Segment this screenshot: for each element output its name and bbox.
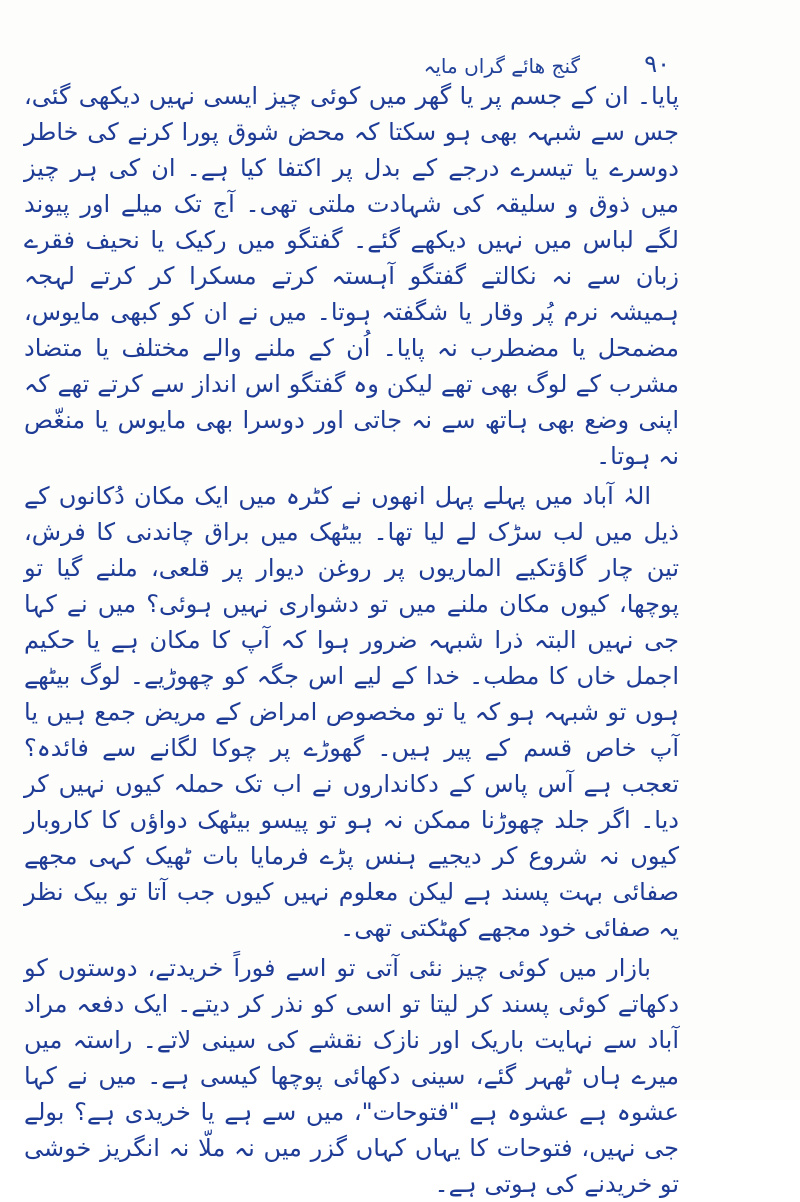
running-title: گنج ھائے گراں مایہ bbox=[423, 54, 580, 78]
page-number: ٩٠ bbox=[644, 50, 670, 78]
paragraph-2: الہٰ آباد میں پہلے پہل انھوں نے کٹرہ میں ایک مکان دُکانوں کے ذیل میں لب سڑک لے لیا تھا۔ بیٹھک میں براق چاندنی کا فرش، تین چار گاؤتکیے الماریوں پر روغن دیوار پر قلعی، ملنے گیا تو پوچھا، کیوں مکان ملنے میں تو دشواری نہیں ہوئی؟ میں نے کہا جی نہیں البتہ ذرا شبہہ ضرور ہوا کہ آپ کا مکان ہے یا حکیم اجمل خاں کا مطب۔ خدا کے لیے اس جگہ کو چھوڑیے۔ لوگ بیٹھے ہوں تو شبہہ ہو کہ یا تو مخصوص امراض کے مریض جمع ہیں یا آپ خاص قسم کے پیر ہیں۔ گھوڑے پر چوکا لگانے سے فائدہ؟ تعجب ہے آس پاس کے دکانداروں نے اب تک حملہ کیوں نہیں کر دیا۔ اگر جلد چھوڑنا ممکن نہ ہو تو پیسو بیٹھک دواؤں کا کاروبار کیوں نہ شروع کر دیجیے ہنس پڑے فرمایا بات ٹھیک کہی مجھے صفائی بہت پسند ہے لیکن معلوم نہیں کیوں جب آتا تو بیک نظر یہ صفائی خود مجھے کھٹکتی تھی۔ bbox=[24, 482, 680, 942]
main-text bbox=[24, 78, 679, 1202]
paragraph-3: بازار میں کوئی چیز نئی آتی تو اسے فوراً خریدتے، دوستوں کو دکھاتے کوئی پسند کر لیتا تو اسی کو نذر کر دیتے۔ ایک دفعہ مراد آباد سے نہایت باریک اور نازک نقشے کی سینی لاتے۔ راستہ میں میرے ہاں ٹھہر گئے، سینی دکھائی پوچھا کیسی ہے۔ میں نے کہا عشوہ ہے عشوہ ہے "فتوحات"، میں سے ہے یا خریدی ہے؟ بولے جی نہیں، فتوحات کا یہاں کہاں گزر میں نہ ملّا نہ انگریز خوشی تو خریدنے کی ہوتی ہے۔ bbox=[24, 954, 679, 1198]
paragraph-1: پایا۔ ان کے جسم پر یا گھر میں کوئی چیز ایسی نہیں دیکھی گئی، جس سے شبہہ بھی ہو سکتا کہ محض شوق پورا کرنے کی خاطر دوسرے یا تیسرے درجے کے بدل پر اکتفا کیا ہے۔ ان کی ہر چیز میں ذوق و سلیقہ کی شہادت ملتی تھی۔ آج تک میلے اور پیوند لگے لباس میں نہیں دیکھے گئے۔ گفتگو میں رکیک یا نحیف فقرے زبان سے نہ نکالتے گفتگو آہستہ کرتے مسکرا کر کرتے لہجہ ہمیشہ نرم پُر وقار یا شگفتہ ہوتا۔ میں نے ان کو کبھی مایوس، مضمحل یا مضطرب نہ پایا۔ اُن کے ملنے والے مختلف یا متضاد مشرب کے لوگ بھی تھے لیکن وہ گفتگو اس انداز سے کرتے تھے کہ اپنی وضع بھی ہاتھ سے نہ جاتی اور دوسرا بھی مایوس یا منغّص نہ ہوتا۔ bbox=[24, 82, 679, 470]
page-header bbox=[230, 42, 670, 82]
